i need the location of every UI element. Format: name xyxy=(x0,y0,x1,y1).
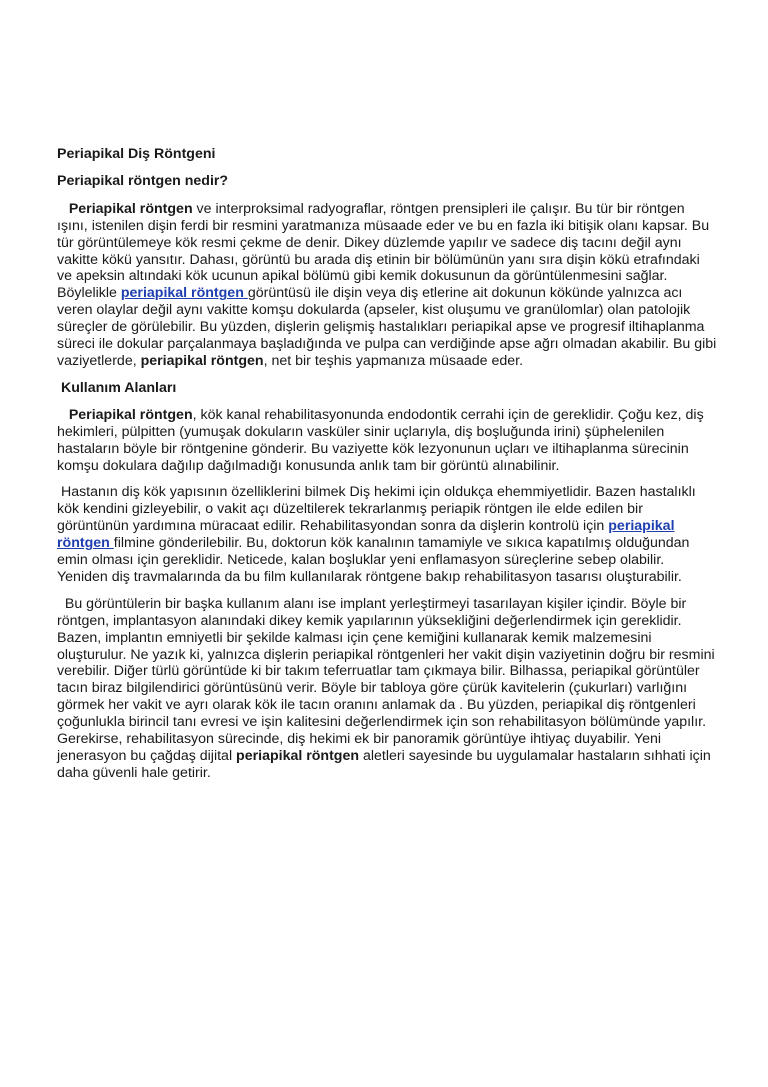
usage-paragraph-3 xyxy=(57,596,717,782)
section-question-heading: Periapikal röntgen nedir? xyxy=(57,172,229,189)
usage-heading-text: Kullanım Alanları xyxy=(60,379,177,396)
paragraph-text: ve interproksimal radyograflar, röntgen prensipleri ile çalışır. Bu tür bir röntgen ışını, istenilen dişin ferdi bir resmini yaratmanıza müsaade eder ve bu en fazla iki bitişik olanı kapsar. Bu tür görüntülemeye kök resmi çekme de denir. Dikey düzlemde yapılır ve sadece diş tacını değil aynı vakitte kökü yansıtır. Dahası, görüntü bu arada diş etinin bir bölümünün yanı sıra dişin kökü etrafındaki ve apeksin altındaki kök ucunun apikal bölümü gibi kemik dokusunun da görüntülenmesini sağlar. Böylelikle xyxy=(57,200,710,302)
bold-term: periapikal röntgen xyxy=(236,748,360,764)
bold-term: periapikal röntgen xyxy=(140,352,264,369)
bold-term: Periapikal röntgen xyxy=(68,200,193,217)
intro-paragraph xyxy=(57,201,717,370)
usage-paragraph-1 xyxy=(57,407,717,475)
paragraph-text: , kök kanal rehabilitasyonunda endodontik cerrahi için de gereklidir. Çoğu kez, diş hekimleri, pülpitten (yumuşak dokuların vasküler sinir uçlarıyla, diş boşluğunda irini) şüphelenilen hastaların böyle bir röntgenine gönderir. Bu vaziyette kök lezyonunun uçları ve iltihaplanma sürecinin komşu dokulara dağılıp dağılmadığı konusunda anlık tam bir görüntü alınabilinir. xyxy=(57,406,704,474)
paragraph-text: filmine gönderilebilir. Bu, doktorun kök kanalının tamamiyle ve sıkıca kapatılmış olduğundan emin olması için gereklidir. Neticede, kalan boşluklar yeni enflamasyon süreçlerine sebep olabilir. Yeniden diş travmalarında da bu film kullanılarak röntgene bakıp rehabilitasyon tasarısı oluşturabilir. xyxy=(57,535,690,585)
paragraph-text: aletleri sayesinde bu uygulamalar hastaların sıhhati için daha güvenli hale getirir. xyxy=(57,748,711,781)
bold-term: Periapikal röntgen xyxy=(68,406,193,423)
document-title: Periapikal Diş Röntgeni xyxy=(57,146,216,162)
paragraph-text: görüntüsü ile dişin veya diş etlerine ait dokunun kökünde yalnızca acı veren olaylar değil aynı vakitte komşu dokularda (apseler, kist oluşumu ve granülomlar) olan patolojik süreçler de görülebilir. Bu yüzden, dişlerin gelişmiş hastalıkları periapikal apse ve progresif iltihaplanma süreci ile dokular parçalanmaya başladığında ve pulpa can verdiğinde apse ağrı olmadan akabilir. Bu gibi vaziyetlerde, xyxy=(57,285,717,369)
periapikal-link[interactable]: periapikal röntgen xyxy=(120,285,248,302)
usage-heading xyxy=(57,380,717,397)
document-page xyxy=(57,146,717,782)
usage-paragraph-2 xyxy=(57,484,717,585)
paragraph-text: , net bir teşhis yapmanıza müsaade eder. xyxy=(263,352,524,369)
paragraph-text: Bu görüntülerin bir başka kullanım alanı ise implant yerleştirmeyi tasarılayan kişiler içindir. Böyle bir röntgen, implantasyon alanındaki dikey kemik yapılarının yüksekliğini değerlendirmek için gereklidir. Bazen, implantın emniyetli bir şekilde kalması için çene kemiğini kullanarak kemik malzemesini oluşturulur. Ne yazık ki, yalnızca dişlerin periapikal röntgenleri her vakit dişin vaziyetinin doğru bir resmini verebilir. Diğer türlü görüntüde ki bir takım teferruatlar tam çıkmaya bilir. Bilhassa, periapikal görüntüler tacın biraz bilgilendirici görüntüsünü verir. Böyle bir tabloya göre çürük kavitelerin (çukurları) varlığını görmek her vakit ve ayrı olarak kök ile tacın oranını anlamak da . Bu yüzden, periapikal diş röntgenleri çoğunlukla birincil tanı evresi ve işin kalitesini değerlendirmek için son rehabilitasyon bölümünde yapılır. Gerekirse, rehabilitasyon sürecinde, diş hekimi ek bir panoramik görüntüye ihtiyaç duyabilir. Yeni jenerasyon bu çağdaş dijital xyxy=(57,595,715,764)
periapikal-link[interactable]: periapikal röntgen xyxy=(57,518,675,552)
paragraph-text: Hastanın diş kök yapısının özelliklerini bilmek Diş hekimi için oldukça ehemmiyetlidir. Bazen hastalıklı kök kendini gizleyebilir, o vakit açı düzeltilerek tekrarlanmış periapik röntgen ile elde edilen bir görüntünün yardımına müracaat edilir. Rehabilitasyondan sonra da dişlerin kontrolü için xyxy=(57,484,696,535)
